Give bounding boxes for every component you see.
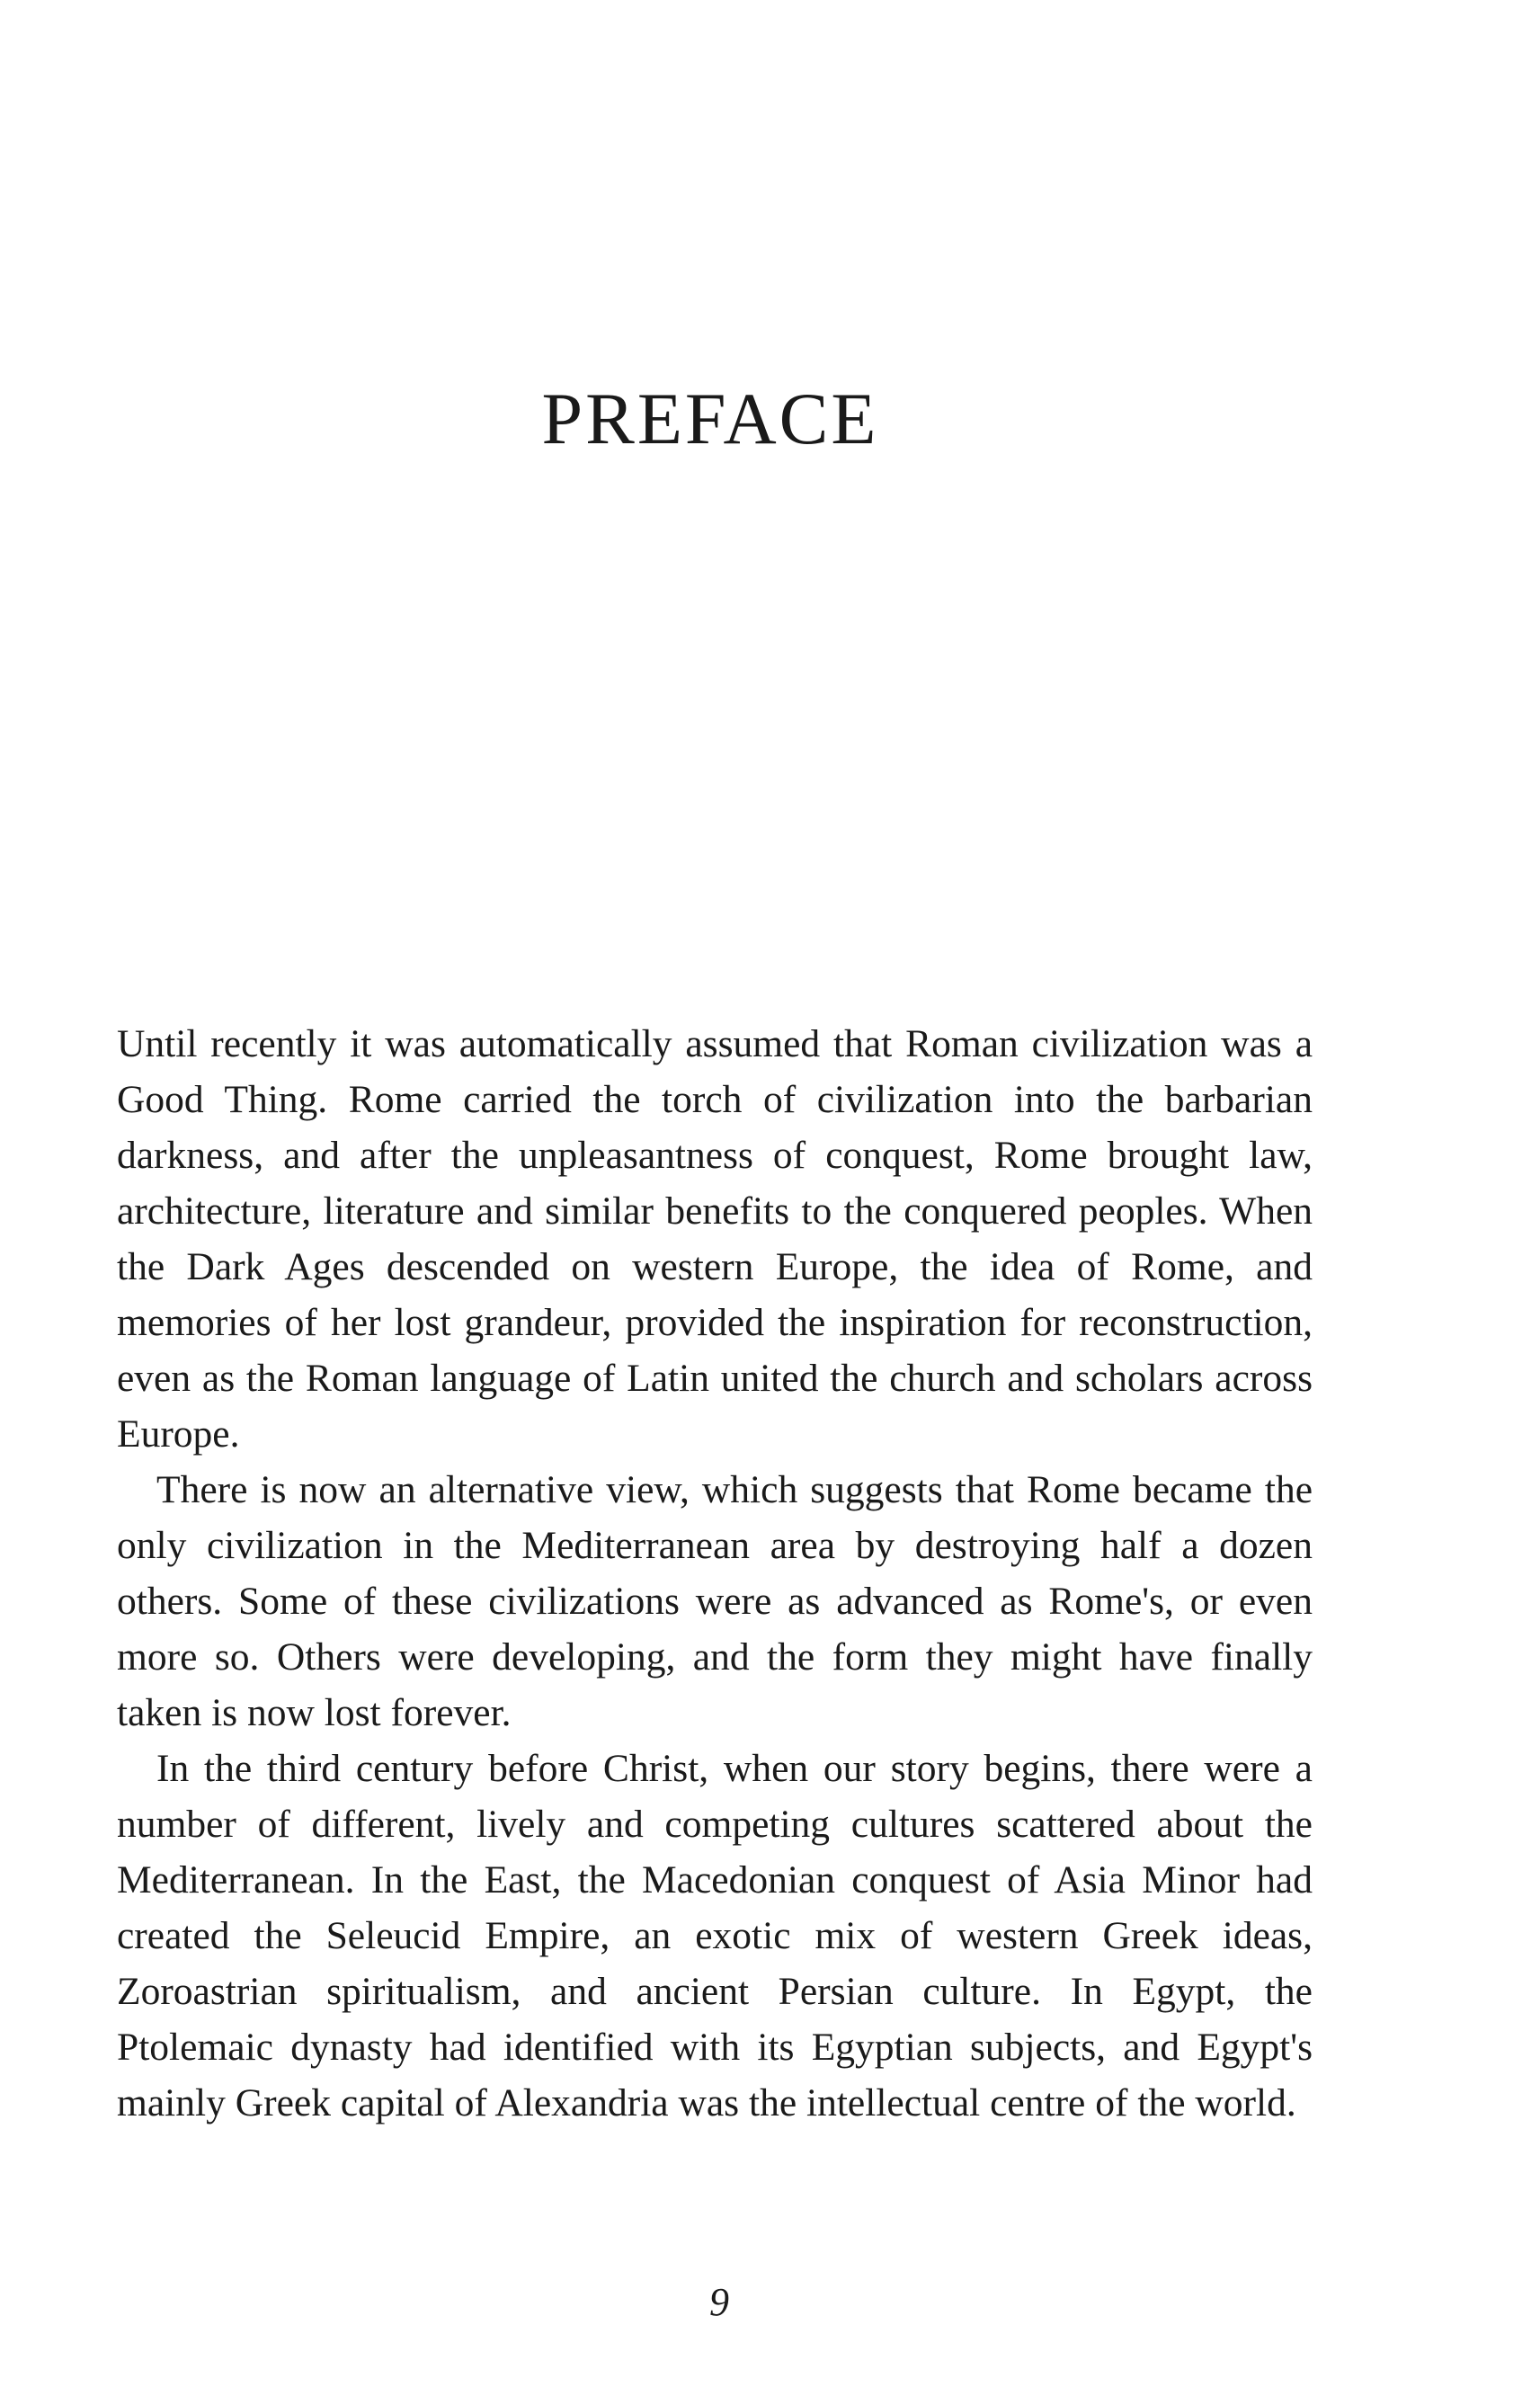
paragraph-1: Until recently it was automatically assumed that Roman civilization was a Good Thing. Rome carried the torch of civilization into the barbarian darkness, and after the unpleasantness of conquest, Rome brought law, architecture, literature and similar benefits to the conquered peoples. When the Dark Ages descended on western Europe, the idea of Rome, and memories of her lost grandeur, provided the inspiration for reconstruction, even as the Roman language of Latin united the church and scholars across Europe. (117, 1022, 1313, 1456)
page-number: 9 (709, 2280, 729, 2324)
chapter-title: PREFACE (541, 378, 879, 459)
paragraph-2: There is now an alternative view, which suggests that Rome became the only civilization in the Mediterranean area by destroying half a dozen others. Some of these civilizations were as advanced as Rome's, or even more so. Others were developing, and the form they might have finally taken is now lost forever. (117, 1468, 1313, 1734)
body-text (117, 1016, 1313, 2131)
paragraph-3: In the third century before Christ, when our story begins, there were a number of different, lively and competing cultures scattered about the Mediterranean. In the East, the Macedonian conquest of Asia Minor had created the Seleucid Empire, an exotic mix of western Greek ideas, Zoroastrian spiritualism, and ancient Persian culture. In Egypt, the Ptolemaic dynasty had identified with its Egyptian subjects, and Egypt's mainly Greek capital of Alexandria was the intellectual centre of the world. (117, 1747, 1313, 2124)
